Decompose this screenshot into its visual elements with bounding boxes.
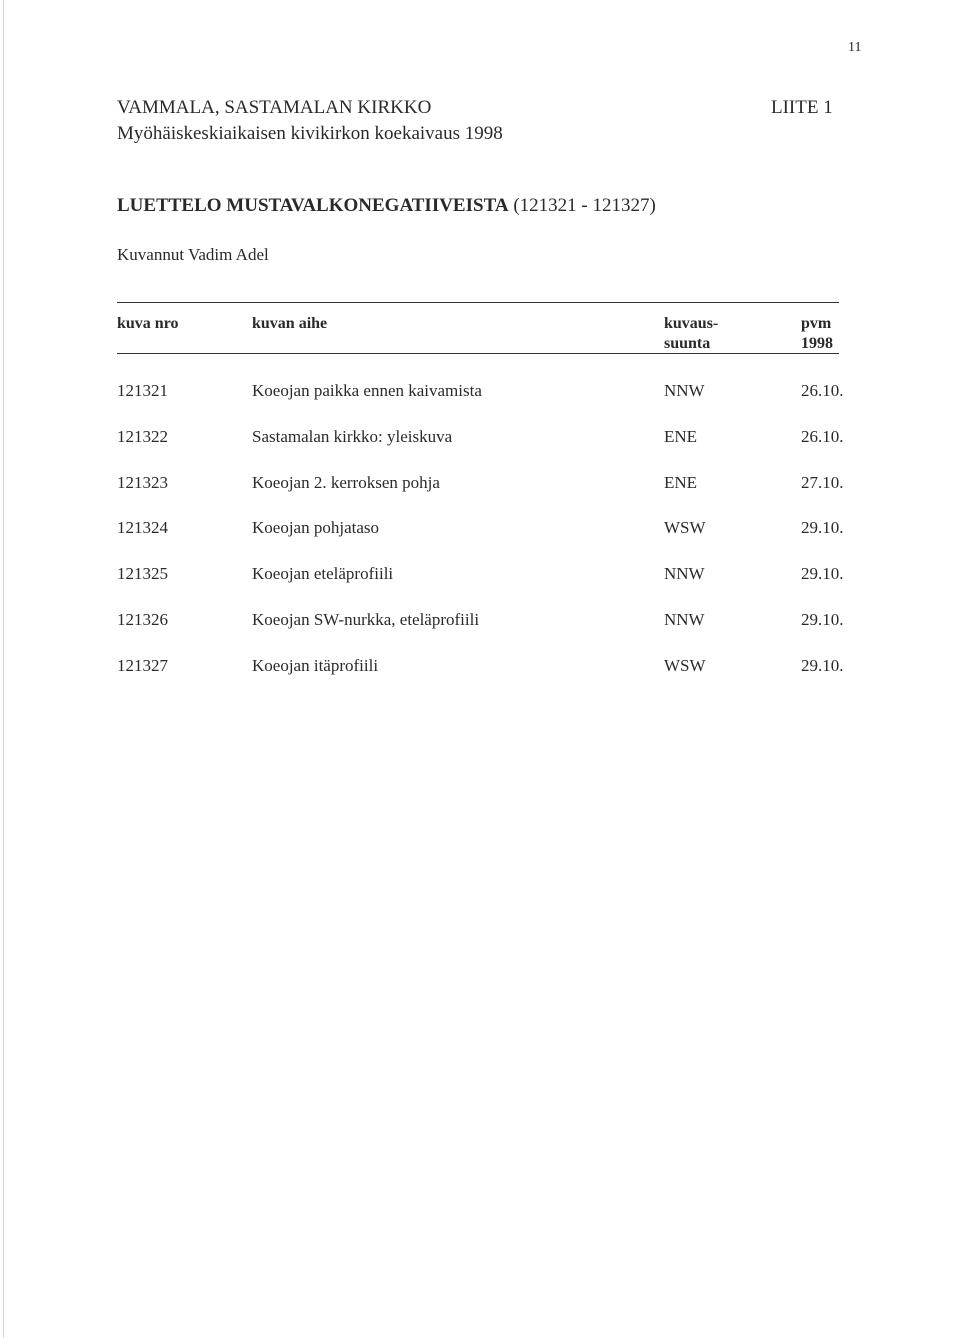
column-header-suunta: kuvaus-: [664, 315, 719, 332]
cell-pvm: 29.10.: [801, 610, 844, 629]
header-subtitle: Myöhäiskeskiaikaisen kivikirkon koekaivaus 1998: [117, 123, 503, 144]
cell-pvm: 29.10.: [801, 518, 844, 537]
cell-kuva-nro: 121327: [117, 656, 168, 675]
cell-kuvaussuunta: WSW: [664, 518, 706, 537]
table-row: [0, 655, 960, 677]
cell-kuvan-aihe: Koeojan 2. kerroksen pohja: [252, 473, 440, 492]
list-title: [117, 195, 656, 217]
cell-kuvaussuunta: ENE: [664, 427, 698, 446]
cell-kuva-nro: 121321: [117, 381, 168, 400]
table-row: [0, 380, 960, 402]
table-row: [0, 517, 960, 539]
column-header-pvm-2: 1998: [801, 335, 833, 352]
column-header-pvm: pvm: [801, 315, 832, 332]
page-number: 11: [848, 40, 862, 55]
appendix-label: LIITE 1: [771, 97, 833, 118]
cell-kuva-nro: 121322: [117, 427, 168, 446]
cell-kuvan-aihe: Koeojan SW-nurkka, eteläprofiili: [252, 610, 480, 629]
cell-kuvan-aihe: Koeojan itäprofiili: [252, 656, 379, 675]
cell-pvm: 29.10.: [801, 656, 844, 675]
cell-pvm: 27.10.: [801, 473, 844, 492]
cell-kuvan-aihe: Koeojan eteläprofiili: [252, 564, 394, 583]
cell-kuva-nro: 121324: [117, 518, 168, 537]
cell-pvm: 26.10.: [801, 381, 844, 400]
cell-kuvaussuunta: ENE: [664, 473, 698, 492]
cell-kuva-nro: 121323: [117, 473, 168, 492]
table-row: [0, 563, 960, 585]
list-title-main: LUETTELO MUSTAVALKONEGATIIVEISTA: [117, 195, 509, 216]
cell-kuvaussuunta: WSW: [664, 656, 706, 675]
cell-kuva-nro: 121326: [117, 610, 168, 629]
cell-pvm: 26.10.: [801, 427, 844, 446]
cell-pvm: 29.10.: [801, 564, 844, 583]
column-header-nro: kuva nro: [117, 315, 179, 332]
table-top-rule: [117, 302, 839, 303]
table-row: [0, 426, 960, 448]
cell-kuvan-aihe: Sastamalan kirkko: yleiskuva: [252, 427, 453, 446]
column-header-suunta-2: suunta: [664, 335, 711, 352]
table-header-rule: [117, 353, 839, 354]
cell-kuvan-aihe: Koeojan pohjataso: [252, 518, 379, 537]
cell-kuva-nro: 121325: [117, 564, 168, 583]
header-site-title: VAMMALA, SASTAMALAN KIRKKO: [117, 97, 432, 118]
photographer-line: Kuvannut Vadim Adel: [117, 245, 269, 264]
column-header-aihe: kuvan aihe: [252, 315, 328, 332]
list-title-range: (121321 - 121327): [513, 195, 656, 216]
cell-kuvaussuunta: NNW: [664, 381, 705, 400]
cell-kuvaussuunta: NNW: [664, 564, 705, 583]
cell-kuvan-aihe: Koeojan paikka ennen kaivamista: [252, 381, 482, 400]
cell-kuvaussuunta: NNW: [664, 610, 705, 629]
table-row: [0, 472, 960, 494]
table-row: [0, 609, 960, 631]
